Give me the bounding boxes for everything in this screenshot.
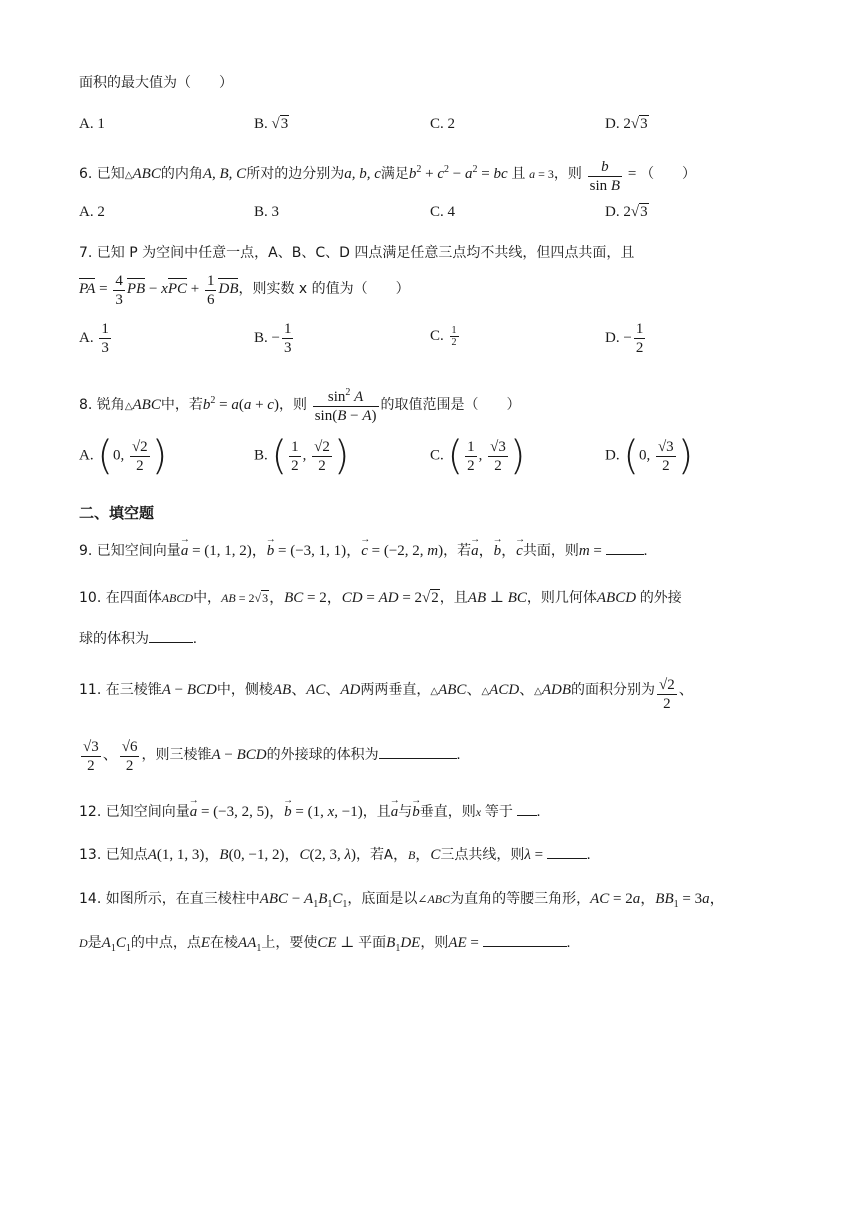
q7-option-b: B. − $\frac{1}{3}$ bbox=[254, 321, 292, 356]
q8-option-c: C. ( $\frac{1}{2}$ , $\frac{√3}{2}$ ) bbox=[430, 433, 526, 479]
question-6: 6. 已知△ABC的内角A, B, C所对的边分别为a, b, c满足$b^2 + c^2 - a^2$ = bc 且 a = 3，则 $\frac{b}{\text{sin B}}$ = （ ） bbox=[79, 159, 697, 194]
q9-answer-blank[interactable] bbox=[606, 542, 644, 555]
q6-option-a: A. 2 bbox=[79, 204, 105, 220]
question-7-line1: 7. 已知 P 为空间中任意一点，A、B、C、D 四点满足任意三点均不共线，但四点共面，且 bbox=[79, 245, 635, 261]
q5-option-c: C. 2 bbox=[430, 116, 456, 132]
question-8: 8. 锐角△ABC中，若$b^2 = a(a + c)$，则 $\frac{\sin^2 A}{\sin(B - A)}$ 的取值范围是（ ） bbox=[79, 384, 521, 425]
question-14-line1: 14. 如图所示，在直三棱柱中ABC − $A_1B_1C_1$，底面是以∠ABC为直角的等腰三角形，AC = 2a，$BB_1 = 3a$， bbox=[79, 891, 725, 910]
q6-option-b: B. 3 bbox=[254, 204, 280, 220]
q10-answer-blank[interactable] bbox=[149, 630, 193, 643]
q7-option-c: C. $\frac{1}{2}$ bbox=[430, 325, 457, 348]
q8-option-d: D. (0, $\frac{√3}{2}$ ) bbox=[605, 433, 694, 479]
question-12: 12. 已知空间向量→ a = (−3, 2, 5)，→ b = (1, x, −1)，且→ a与→ b垂直，则x 等于 . bbox=[79, 803, 540, 821]
question-7-line2: PA = $\frac{4}{3}$ PB − xPC + $\frac{1}{6}$ DB，则实数 x 的值为（ ） bbox=[79, 273, 410, 308]
q14-answer-blank[interactable] bbox=[483, 934, 567, 947]
q11-answer-blank[interactable] bbox=[379, 746, 457, 759]
q13-answer-blank[interactable] bbox=[547, 846, 587, 859]
question-10-line1: 10. 在四面体ABCD中，AB = 2√3，BC = 2，CD = AD = 2√2，且AB ⊥ BC，则几何体ABCD 的外接 bbox=[79, 590, 682, 606]
q8-option-a: A. (0, $\frac{√2}{2}$ ) bbox=[79, 433, 168, 479]
question-11-line2: $\frac{√3}{2}$ 、 $\frac{√6}{2}$ ，则三棱锥A − BCD的外接球的体积为 . bbox=[83, 739, 461, 774]
q5-tail: 面积的最大值为（ ） bbox=[79, 75, 233, 91]
q5-option-d: D. 2√3 bbox=[605, 116, 648, 132]
question-14-line2: D是$A_1C_1$的中点，点E在棱$AA_1$上，要使CE ⊥ 平面$B_1DE$，则AE = . bbox=[79, 935, 571, 954]
q6-option-d: D. 2√3 bbox=[605, 204, 648, 220]
q7-option-d: D. − $\frac{1}{2}$ bbox=[605, 321, 644, 356]
q12-answer-blank[interactable] bbox=[517, 803, 537, 816]
section-heading-fill-in: 二、填空题 bbox=[79, 504, 155, 522]
q5-option-b: B. √3 bbox=[254, 116, 289, 132]
q8-option-b: B. ( $\frac{1}{2}$ , $\frac{√2}{2}$ ) bbox=[254, 433, 350, 479]
q6-option-c: C. 4 bbox=[430, 204, 456, 220]
question-9: 9. 已知空间向量→ a = (1, 1, 2)，→ b = (−3, 1, 1)，→ c = (−2, 2, m)，若→ a，→ b，→ c共面，则m = . bbox=[79, 542, 647, 560]
question-10-line2: 球的体积为 . bbox=[79, 631, 197, 647]
question-13: 13. 已知点A(1, 1, 3)，B(0, −1, 2)，C(2, 3, λ)，若A，B，C三点共线，则λ = . bbox=[79, 847, 591, 863]
q7-option-a: A. $\frac{1}{3}$ bbox=[79, 321, 109, 356]
q5-option-a: A. 1 bbox=[79, 116, 105, 132]
question-11-line1: 11. 在三棱锥A − BCD中，侧棱AB、AC、AD两两垂直，△ABC、△ACD、△ADB的面积分别为 $\frac{√2}{2}$ 、 bbox=[79, 677, 694, 712]
